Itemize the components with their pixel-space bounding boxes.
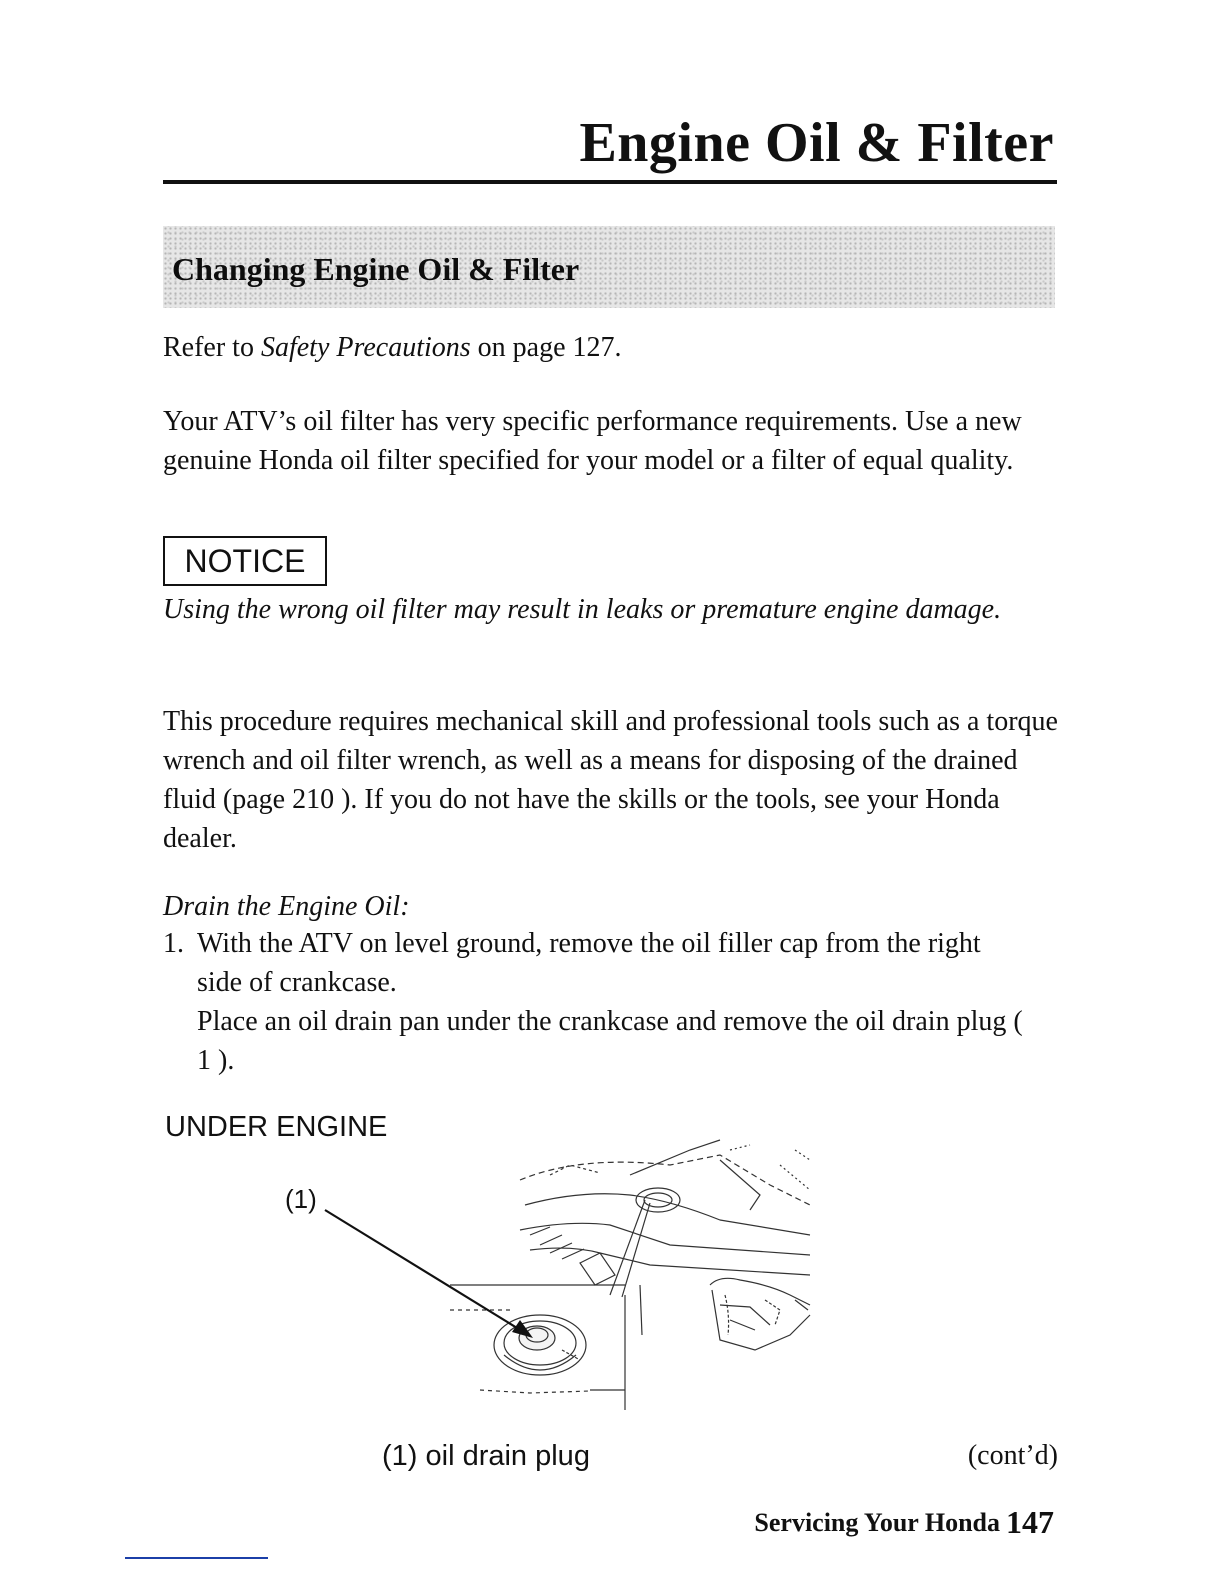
figure-caption: (1) oil drain plug [382,1440,590,1472]
safety-precautions-reference: Safety Precautions [260,332,471,363]
callout-1: (1) [285,1184,317,1214]
under-engine-illustration [250,1135,830,1420]
step-number: 1. [163,928,184,959]
procedure-paragraph: This procedure requires mechanical skill and professional tools such as a torque wrench and oil filter wrench, as well as a means for disposing of the drained fluid (page 210 ). If you do not have the skills or the tools, see your Honda dealer. [163,706,1058,854]
step-body [197,924,1027,1080]
notice-box: NOTICE [163,536,327,586]
bottom-divider [125,1557,268,1559]
footer-section-title: Servicing Your Honda [754,1508,1000,1537]
section-heading: Changing Engine Oil & Filter [172,251,580,287]
refer-suffix: on page 127. [470,332,622,363]
filter-paragraph: Your ATV’s oil filter has very specific performance requirements. Use a new genuine Honda oil filter specified for your model or a filter of equal quality. [163,406,1022,476]
title-divider [163,180,1057,184]
page-number: 147 [1006,1504,1054,1540]
refer-prefix: Refer to [163,332,261,363]
drain-heading: Drain the Engine Oil: [163,891,410,922]
figure-label: UNDER ENGINE [165,1111,388,1143]
page-title: Engine Oil & Filter [579,112,1054,174]
notice-text: Using the wrong oil filter may result in leaks or premature engine damage. [163,594,1002,625]
step-line-2: Place an oil drain pan under the crankcase and remove the oil drain plug ( 1 ). [197,1006,1023,1076]
step-line-1: With the ATV on level ground, remove the oil filler cap from the right side of crankcase. [197,928,981,998]
refer-paragraph [163,328,622,367]
continued-note: (cont’d) [967,1440,1058,1471]
